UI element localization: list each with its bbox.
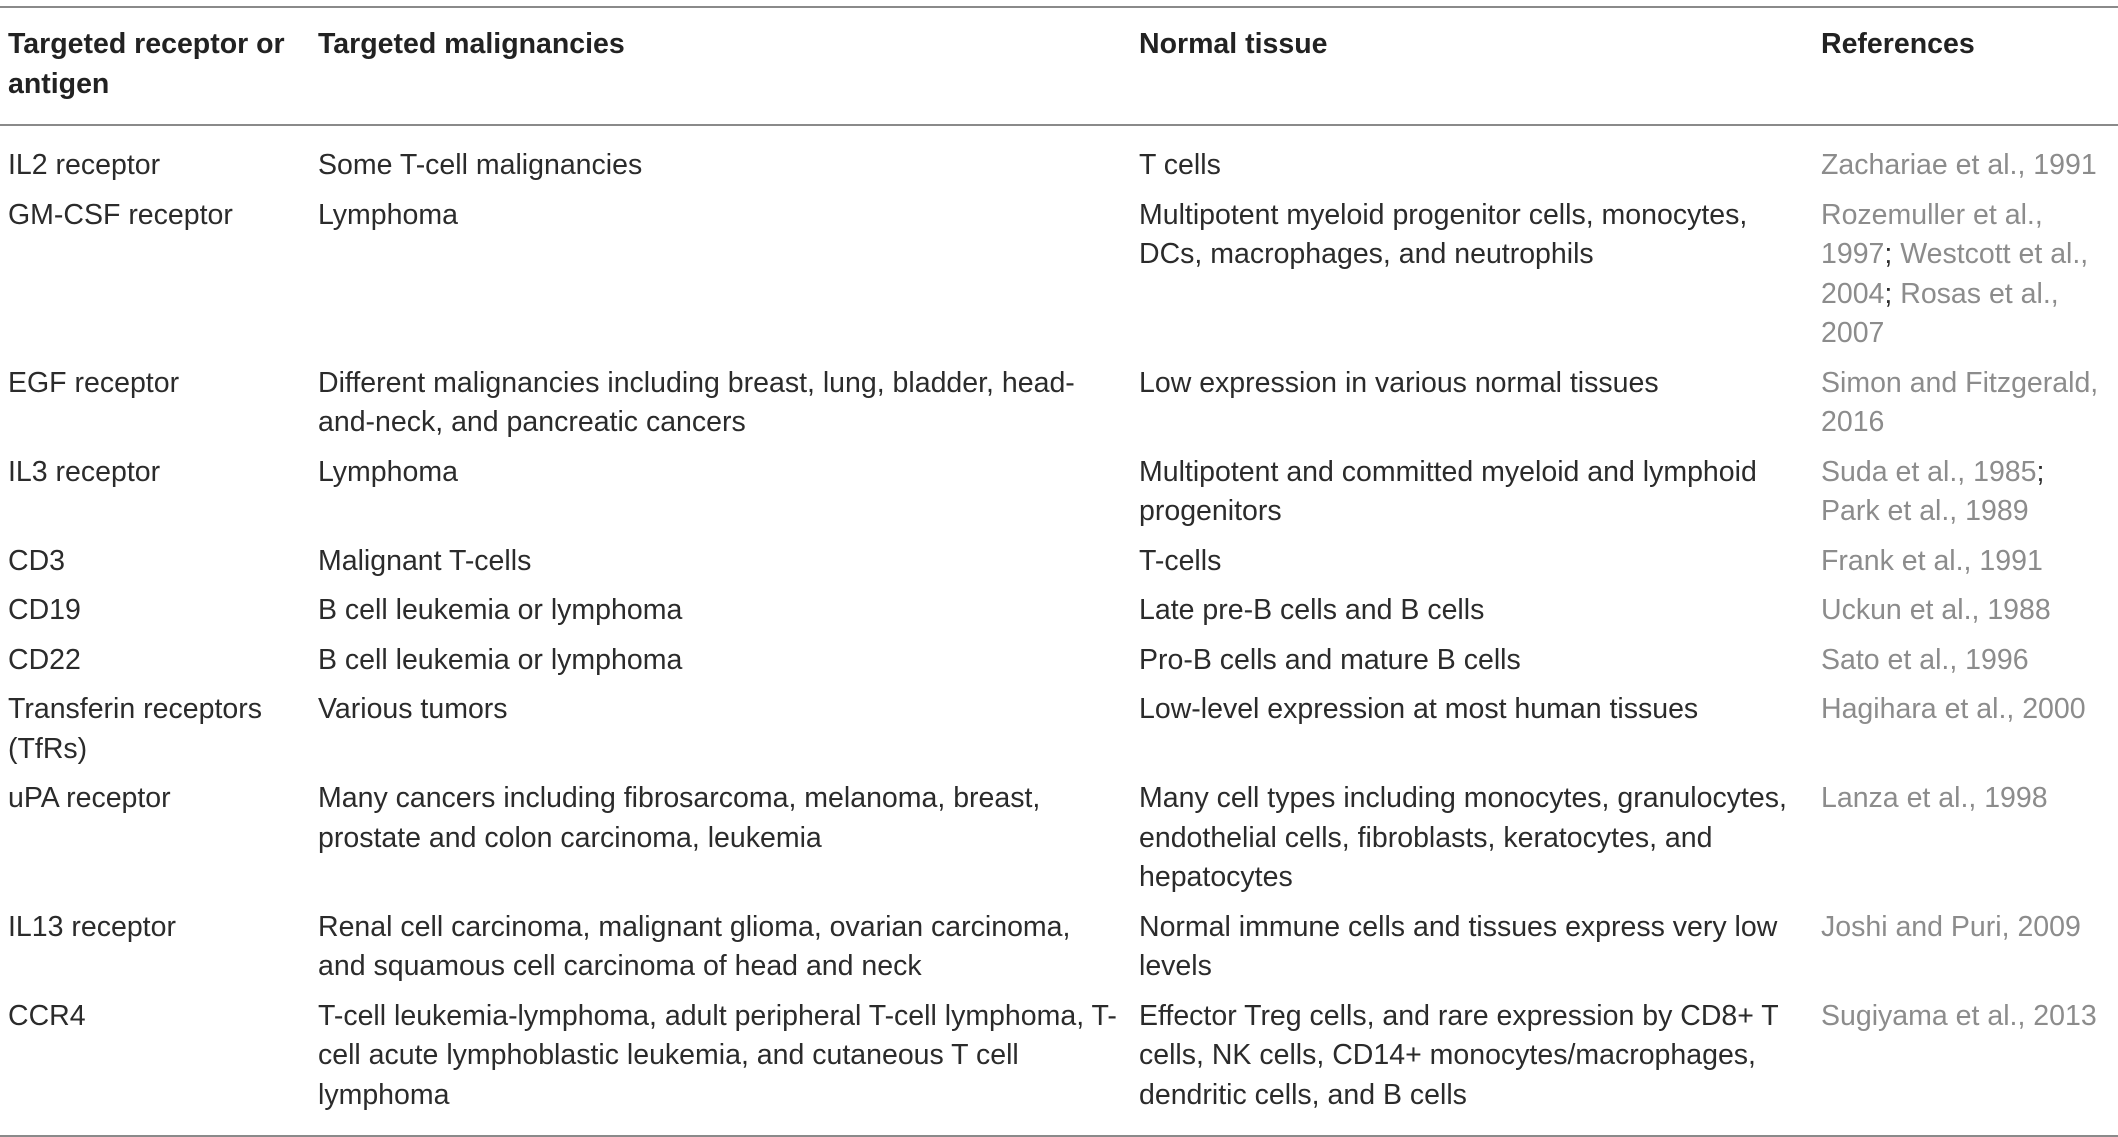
table-row (0, 776, 2118, 905)
table-header (0, 7, 2118, 125)
cell-receptor: GM-CSF receptor (8, 198, 233, 231)
reference-link[interactable]: Hagihara et al., 2000 (1821, 693, 2086, 725)
reference-link[interactable]: Lanza et al., 1998 (1821, 782, 2048, 814)
cell-references (1813, 450, 2118, 539)
cell-references (1813, 687, 2118, 776)
cell-malignancies: T-cell leukemia-lymphoma, adult peripheral T-cell lymphoma, T-cell acute lymphoblastic leukemia, and cutaneous T cell lymphoma (318, 999, 1117, 1111)
cell-references (1813, 193, 2118, 361)
cell-references (1813, 776, 2118, 905)
cell-receptor: IL2 receptor (8, 149, 161, 181)
reference-link[interactable]: Uckun et al., 1988 (1821, 594, 2051, 626)
receptor-table-container (0, 6, 2118, 1137)
cell-malignancies: Various tumors (318, 693, 508, 725)
cell-receptor: CD22 (8, 643, 81, 676)
receptor-table (0, 6, 2118, 1137)
cell-malignancies: B cell leukemia or lymphoma (318, 643, 683, 676)
table-row (0, 588, 2118, 638)
reference-separator: ; (2036, 455, 2045, 488)
header-receptor: Targeted receptor or antigen (8, 28, 285, 100)
reference-link[interactable]: Simon and Fitzgerald, 2016 (1821, 366, 2099, 438)
cell-normal-tissue: Pro-B cells and mature B cells (1139, 643, 1521, 676)
cell-malignancies: B cell leukemia or lymphoma (318, 594, 683, 626)
reference-link[interactable]: Frank et al., 1991 (1821, 544, 2043, 577)
table-row (0, 193, 2118, 361)
table-row (0, 638, 2118, 688)
reference-link[interactable]: Westcott et al., 2004 (1821, 238, 2089, 310)
header-references: References (1821, 28, 1975, 60)
reference-link[interactable]: Sato et al., 1996 (1821, 643, 2029, 676)
cell-receptor: IL13 receptor (8, 910, 176, 943)
reference-separator: ; (1884, 238, 1901, 270)
cell-normal-tissue: Late pre-B cells and B cells (1139, 594, 1485, 626)
cell-references (1813, 638, 2118, 688)
reference-link[interactable]: Park et al., 1989 (1821, 495, 2029, 527)
cell-references (1813, 361, 2118, 450)
table-row (0, 905, 2118, 994)
table-body (0, 125, 2118, 1136)
header-normal-tissue: Normal tissue (1139, 28, 1328, 60)
reference-link[interactable]: Rosas et al., 2007 (1821, 277, 2059, 349)
cell-malignancies: Malignant T-cells (318, 544, 532, 577)
cell-malignancies: Lymphoma (318, 455, 458, 488)
cell-references (1813, 905, 2118, 994)
cell-references (1813, 539, 2118, 589)
cell-references (1813, 125, 2118, 193)
cell-receptor: IL3 receptor (8, 455, 161, 488)
table-row (0, 450, 2118, 539)
reference-link[interactable]: Zachariae et al., 1991 (1821, 149, 2097, 181)
table-row (0, 687, 2118, 776)
table-row (0, 539, 2118, 589)
cell-normal-tissue: Many cell types including monocytes, granulocytes, endothelial cells, fibroblasts, keratocytes, and hepatocytes (1139, 782, 1787, 893)
cell-receptor: CD3 (8, 544, 66, 577)
cell-normal-tissue: T cells (1139, 149, 1221, 181)
header-malignancies: Targeted malignancies (318, 28, 625, 60)
cell-normal-tissue: Multipotent and committed myeloid and lymphoid progenitors (1139, 455, 1757, 527)
cell-normal-tissue: Normal immune cells and tissues express very low levels (1139, 910, 1778, 982)
cell-normal-tissue: Effector Treg cells, and rare expression by CD8+ T cells, NK cells, CD14+ monocytes/macrophages, dendritic cells, and B cells (1139, 999, 1779, 1111)
cell-normal-tissue: Low expression in various normal tissues (1139, 366, 1659, 399)
cell-malignancies: Different malignancies including breast, lung, bladder, head-and-neck, and pancreatic cancers (318, 366, 1075, 438)
cell-malignancies: Lymphoma (318, 198, 458, 231)
reference-link[interactable]: Joshi and Puri, 2009 (1821, 910, 2081, 943)
cell-malignancies: Renal cell carcinoma, malignant glioma, ovarian carcinoma, and squamous cell carcinoma of head and neck (318, 910, 1071, 982)
reference-link[interactable]: Suda et al., 1985 (1821, 455, 2037, 488)
table-row (0, 361, 2118, 450)
cell-normal-tissue: Multipotent myeloid progenitor cells, monocytes, DCs, macrophages, and neutrophils (1139, 198, 1748, 270)
cell-malignancies: Many cancers including fibrosarcoma, melanoma, breast, prostate and colon carcinoma, leukemia (318, 782, 1041, 854)
reference-link[interactable]: Sugiyama et al., 2013 (1821, 999, 2097, 1032)
cell-normal-tissue: T-cells (1139, 544, 1222, 577)
cell-receptor: Transferin receptors (TfRs) (8, 693, 262, 765)
table-row (0, 994, 2118, 1137)
cell-malignancies: Some T-cell malignancies (318, 149, 643, 181)
cell-receptor: uPA receptor (8, 782, 171, 814)
cell-receptor: CD19 (8, 594, 81, 626)
cell-references (1813, 588, 2118, 638)
cell-references (1813, 994, 2118, 1137)
reference-link[interactable]: Rozemuller et al., 1997 (1821, 198, 2043, 270)
table-row (0, 125, 2118, 193)
reference-separator: ; (1884, 277, 1901, 310)
cell-receptor: CCR4 (8, 999, 86, 1032)
cell-receptor: EGF receptor (8, 366, 180, 399)
header-row (0, 7, 2118, 125)
cell-normal-tissue: Low-level expression at most human tissues (1139, 693, 1699, 725)
